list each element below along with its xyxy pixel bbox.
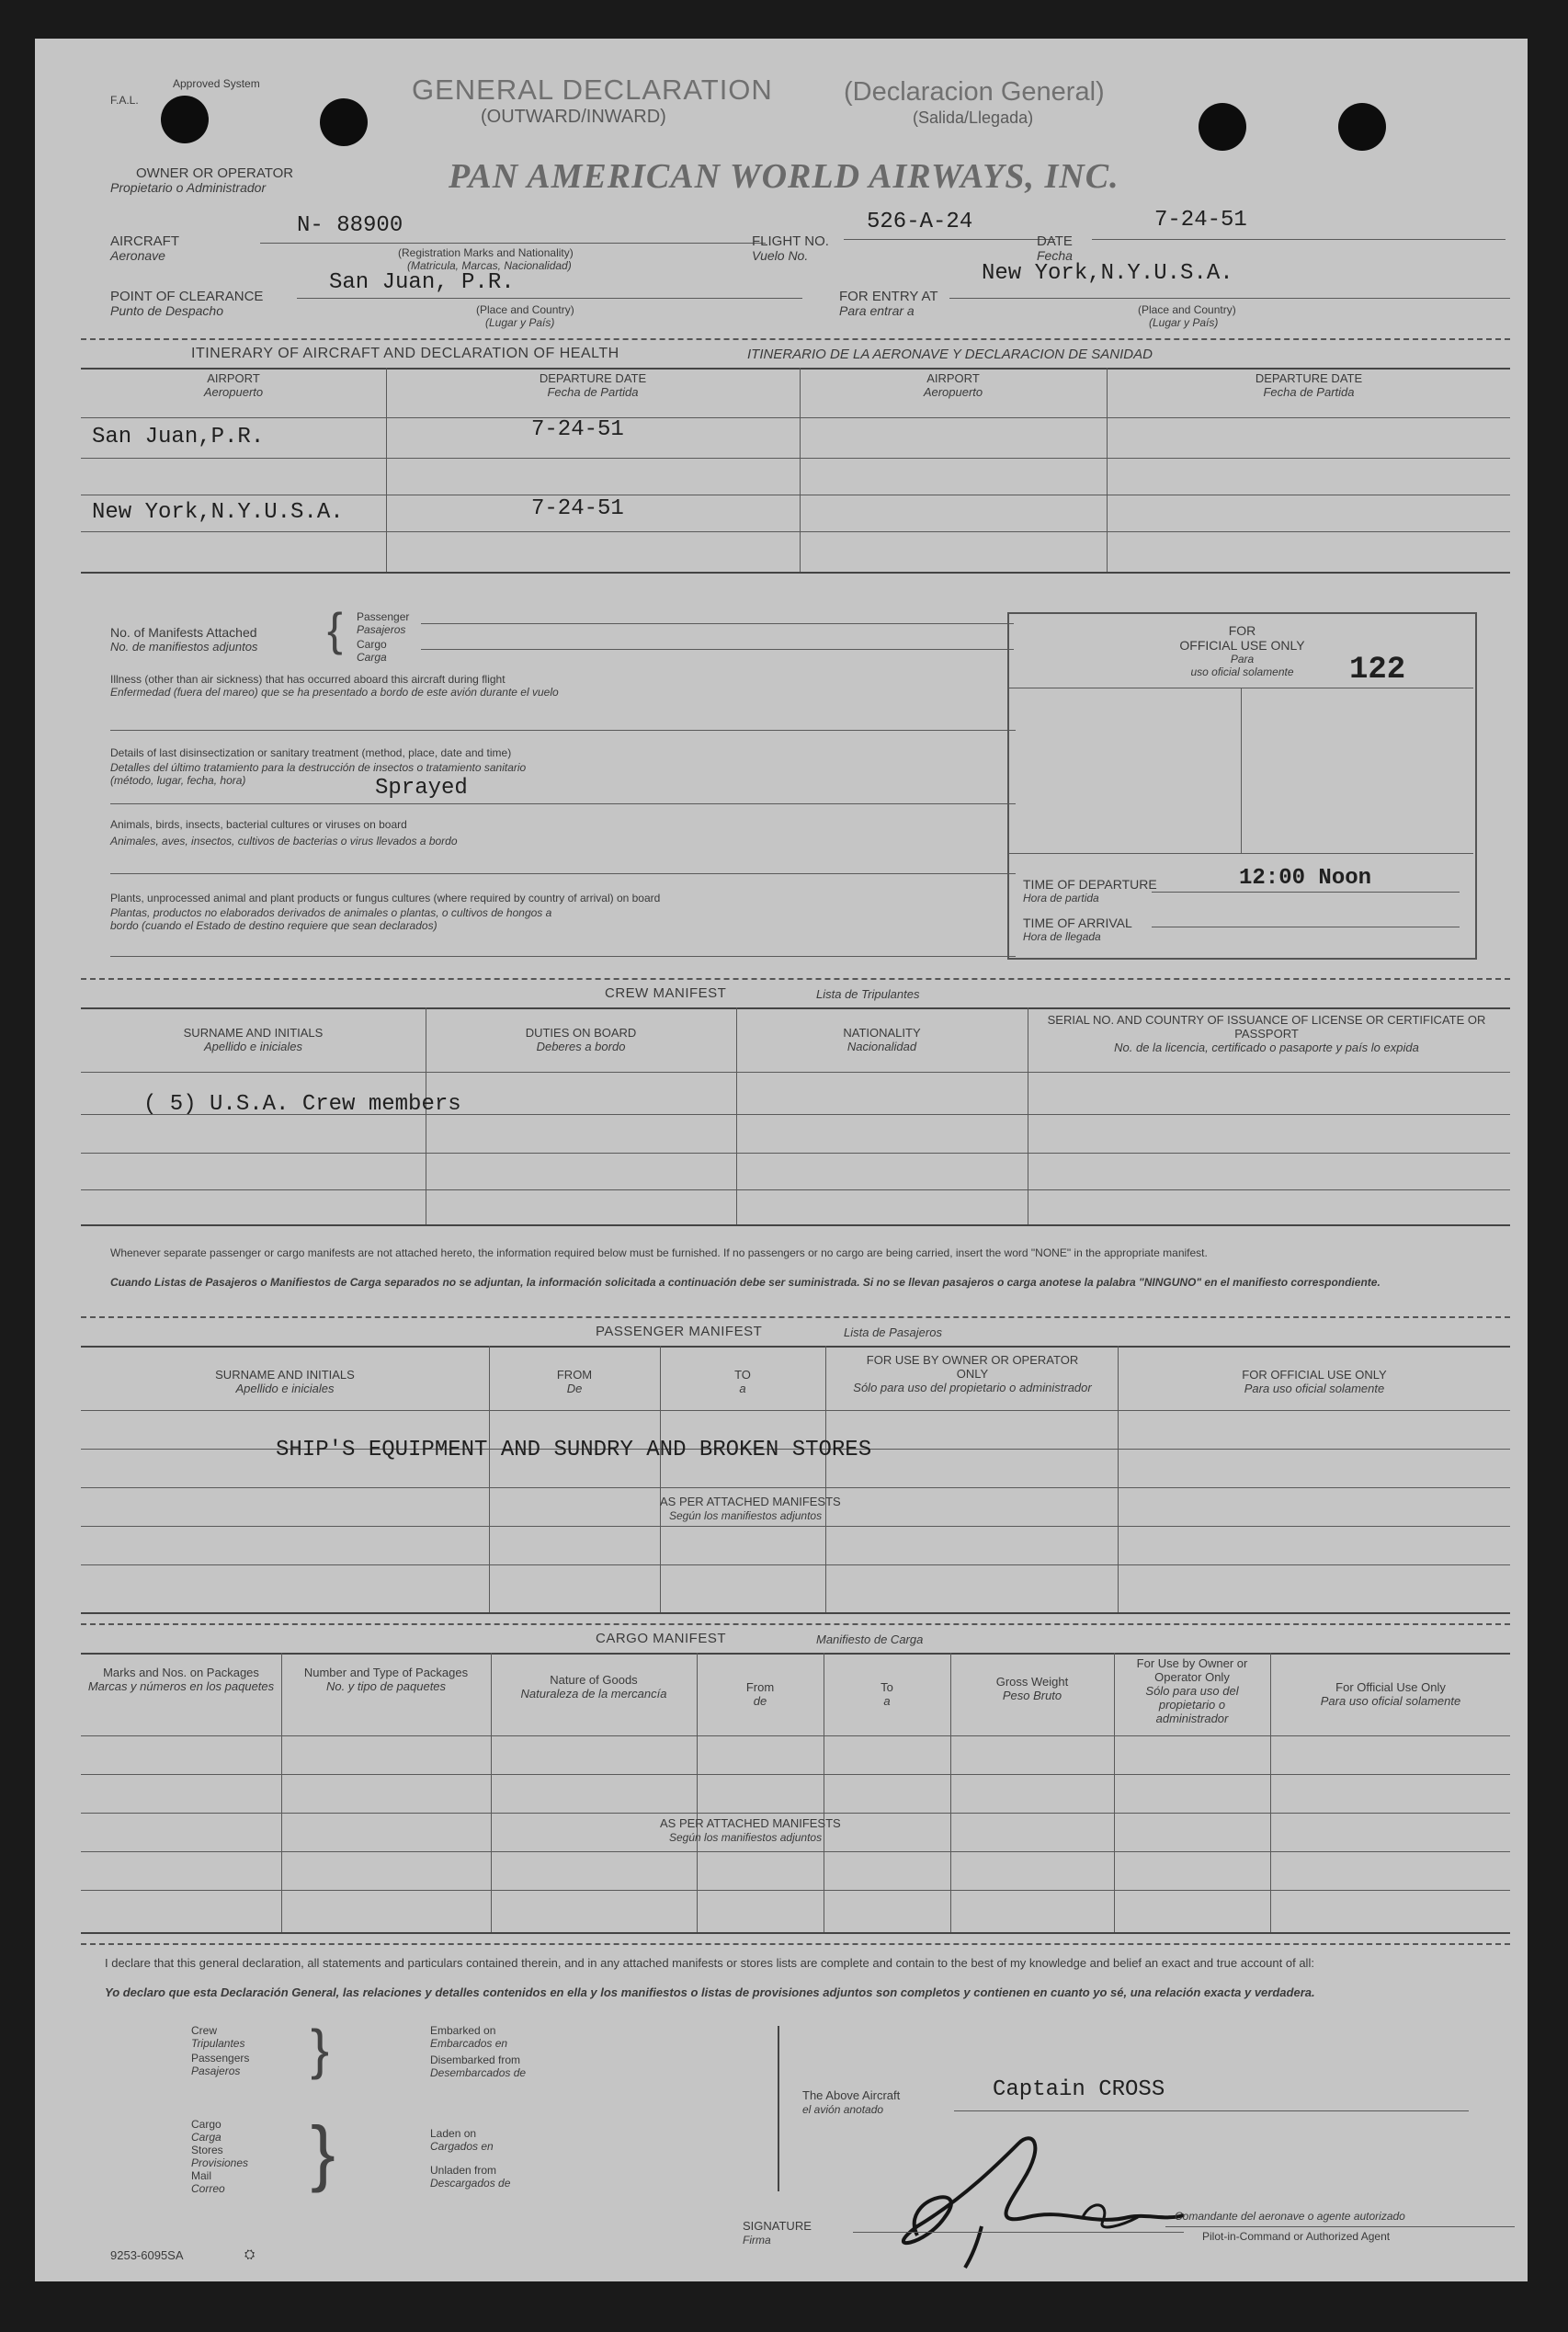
entry-label: FOR ENTRY AT — [839, 289, 938, 304]
cargo-bottom-rule — [81, 1932, 1510, 1934]
passenger-head-to: TO a — [734, 1368, 751, 1395]
decl-passengers-es: Pasajeros — [191, 2065, 241, 2077]
flight-value: 526-A-24 — [867, 210, 973, 234]
passenger-head-rule — [81, 1346, 1510, 1348]
crew-top-rule — [81, 978, 1510, 980]
official-label-es: uso oficial solamente — [1190, 665, 1294, 678]
crew-row-rule — [81, 1153, 1510, 1154]
signature-label: SIGNATURE — [743, 2219, 812, 2233]
form-number: 9253-6095SA — [110, 2248, 184, 2262]
pic-label: Pilot-in-Command or Authorized Agent — [1202, 2230, 1391, 2243]
crew-head-nationality: NATIONALITY Nacionalidad — [843, 1026, 921, 1053]
passenger-row-rule — [81, 1526, 1510, 1527]
manifests-brace: { — [327, 604, 343, 655]
cargo-top-rule — [81, 1623, 1510, 1625]
itinerary-row-date: 7-24-51 — [531, 496, 624, 521]
cargo-head-weight: Gross Weight Peso Bruto — [995, 1675, 1069, 1702]
aircraft-value: N- 88900 — [297, 213, 403, 238]
manifests-passenger-es: Pasajeros — [357, 623, 406, 636]
owner-label-es: Propietario o Administrador — [110, 180, 267, 195]
animals-label: Animals, birds, insects, bacterial cultures or viruses on board — [110, 818, 407, 831]
passenger-row-rule — [81, 1410, 1510, 1411]
pic-label-es: Comandante del aeronave o agente autorizado — [1175, 2210, 1405, 2223]
official-for: FOR — [1228, 623, 1256, 638]
decl-crew-es: Tripulantes — [191, 2037, 245, 2050]
official-para: Para — [1230, 653, 1255, 665]
crew-bottom-rule — [81, 1224, 1510, 1226]
animals-label-es: Animales, aves, insectos, cultivos de bacterias o virus llevados a bordo — [110, 835, 458, 847]
animals-line — [110, 873, 1016, 874]
decl-crew: Crew — [191, 2024, 218, 2037]
passenger-title-es: Lista de Pasajeros — [844, 1325, 942, 1339]
crew-row-rule — [81, 1189, 1510, 1190]
official-divider-v — [1241, 688, 1242, 853]
cargo-title-es: Manifiesto de Carga — [816, 1632, 924, 1646]
disinsect-line — [110, 803, 1016, 804]
flight-label: FLIGHT NO. — [752, 233, 829, 249]
cargo-row-rule — [81, 1813, 1510, 1814]
itinerary-row-airport: San Juan,P.R. — [92, 425, 265, 449]
notice-en: Whenever separate passenger or cargo manifests are not attached hereto, the information required below must be furnished. If no passengers or no cargo are being carried, insert the word "NONE" in the appropriate manifest. — [110, 1246, 1208, 1259]
passenger-attached: AS PER ATTACHED MANIFESTS — [660, 1495, 841, 1508]
plants-label: Plants, unprocessed animal and plant products or fungus cultures (where required by country of arrival) on board — [110, 892, 661, 904]
date-label: DATE — [1037, 233, 1073, 249]
owner-value: PAN AMERICAN WORLD AIRWAYS, INC. — [449, 157, 1119, 196]
decl-unladen-es: Descargados de — [430, 2177, 511, 2190]
passenger-head-surname: SURNAME AND INITIALS Apellido e iniciales — [215, 1368, 355, 1395]
cargo-row-rule — [81, 1735, 1510, 1736]
itinerary-row-airport: New York,N.Y.U.S.A. — [92, 500, 344, 525]
above-aircraft: The Above Aircraft — [802, 2088, 901, 2102]
cargo-head-rule — [81, 1653, 1510, 1655]
plants-label-es: Plantas, productos no elaborados derivados de animales o plantas, o cultivos de hongos a — [110, 906, 552, 919]
punch-hole — [1338, 103, 1386, 151]
flight-underline — [844, 239, 1055, 240]
aircraft-label: AIRCRAFT — [110, 233, 179, 249]
entry-underline — [949, 298, 1510, 299]
aircraft-sub-es: (Matricula, Marcas, Nacionalidad) — [407, 259, 572, 272]
clearance-underline — [297, 298, 802, 299]
crew-head-serial: SERIAL NO. AND COUNTRY OF ISSUANCE OF LICENSE OR CERTIFICATE OR PASSPORT No. de la licencia, certificado o pasaporte y país lo expida — [1047, 1013, 1486, 1054]
date-value: 7-24-51 — [1154, 208, 1247, 233]
entry-value: New York,N.Y.U.S.A. — [982, 261, 1233, 286]
official-label: OFFICIAL USE ONLY — [1179, 638, 1305, 653]
manifests-passenger: Passenger — [357, 610, 410, 623]
clearance-sub: (Place and Country) — [476, 303, 574, 316]
clearance-label-es: Punto de Despacho — [110, 303, 223, 318]
pic-line — [1165, 2226, 1515, 2227]
decl-embarked: Embarked on — [430, 2024, 496, 2037]
manifests-line — [421, 623, 1014, 624]
itinerary-top-rule — [81, 338, 1510, 340]
disinsect-label: Details of last disinsectization or sanitary treatment (method, place, date and time) — [110, 746, 512, 759]
passenger-top-rule — [81, 1316, 1510, 1318]
punch-hole — [161, 96, 209, 143]
itinerary-title: ITINERARY OF AIRCRAFT AND DECLARATION OF HEALTH — [191, 346, 619, 361]
approved-system-sub: F.A.L. — [110, 94, 139, 107]
declaration-top-rule — [81, 1943, 1510, 1945]
itinerary-bottom-rule — [81, 572, 1510, 574]
above-aircraft-es: el avión anotado — [802, 2103, 884, 2116]
crew-head-rule — [81, 1007, 1510, 1009]
disinsect-value: Sprayed — [375, 776, 468, 801]
form-title: GENERAL DECLARATION — [412, 74, 773, 106]
itinerary-head-departure: DEPARTURE DATE Fecha de Partida — [539, 371, 647, 399]
cargo-head-from: From de — [745, 1680, 775, 1708]
declaration-en: I declare that this general declaration, all statements and particulars contained therein, and in any attached manifests or stores lists are complete and contain to the best of my knowledge and belief an exact and true account of all: — [105, 1956, 1314, 1970]
manifests-cargo: Cargo — [357, 638, 387, 651]
date-label-es: Fecha — [1037, 248, 1073, 263]
clearance-value: San Juan, P.R. — [329, 270, 515, 295]
itinerary-row-date: 7-24-51 — [531, 417, 624, 442]
crew-value: ( 5) U.S.A. Crew members — [143, 1092, 461, 1117]
decl-disembarked: Disembarked from — [430, 2053, 521, 2066]
cargo-attached-es: Según los manifiestos adjuntos — [669, 1831, 823, 1844]
manifests-label: No. of Manifests Attached — [110, 625, 257, 640]
arrival-time-label: TIME OF ARRIVAL — [1023, 916, 1132, 930]
cargo-head-to: To a — [881, 1680, 893, 1708]
decl-laden-es: Cargados en — [430, 2140, 494, 2153]
owner-label: OWNER OR OPERATOR — [136, 165, 294, 181]
passenger-value: SHIP'S EQUIPMENT AND SUNDRY AND BROKEN STORES — [276, 1438, 872, 1462]
signature-scrawl — [862, 2125, 1193, 2272]
illness-label-es: Enfermedad (fuera del mareo) que se ha presentado a bordo de este avión durante el vuelo — [110, 686, 559, 699]
official-number: 122 — [1349, 653, 1406, 688]
cargo-head-owner: For Use by Owner or Operator Only Sólo para uso del propietario o administrador — [1136, 1656, 1248, 1725]
cargo-attached: AS PER ATTACHED MANIFESTS — [660, 1816, 841, 1830]
aircraft-label-es: Aeronave — [110, 248, 165, 263]
decl-embarked-es: Embarcados en — [430, 2037, 508, 2050]
passenger-head-official: FOR OFFICIAL USE ONLY Para uso oficial solamente — [1242, 1368, 1387, 1395]
crew-head-surname: SURNAME AND INITIALS Apellido e iniciales — [183, 1026, 324, 1053]
signature-line — [853, 2232, 1184, 2233]
decl-laden: Laden on — [430, 2127, 477, 2140]
punch-hole — [1199, 103, 1246, 151]
decl-disembarked-es: Desembarcados de — [430, 2066, 527, 2079]
decl-mail: Mail — [191, 2169, 212, 2182]
plants-line — [110, 956, 1016, 957]
approved-system: Approved System — [173, 77, 260, 90]
decl-cargo: Cargo — [191, 2118, 222, 2131]
crew-head-duties: DUTIES ON BOARD Deberes a bordo — [525, 1026, 637, 1053]
departure-time-value: 12:00 Noon — [1239, 866, 1372, 891]
itinerary-row-rule — [81, 531, 1510, 532]
departure-time-line — [1152, 892, 1460, 893]
cargo-row-rule — [81, 1851, 1510, 1852]
decl-stores-es: Provisiones — [191, 2156, 249, 2169]
crew-title-es: Lista de Tripulantes — [816, 987, 920, 1001]
cargo-title: CARGO MANIFEST — [596, 1631, 727, 1646]
illness-label: Illness (other than air sickness) that has occurred aboard this aircraft during flight — [110, 673, 506, 686]
manifests-label-es: No. de manifiestos adjuntos — [110, 640, 258, 654]
passenger-title: PASSENGER MANIFEST — [596, 1324, 763, 1339]
illness-line — [110, 730, 1016, 731]
itinerary-head-departure-2: DEPARTURE DATE Fecha de Partida — [1255, 371, 1363, 399]
itinerary-row-rule — [81, 417, 1510, 418]
signature-label-es: Firma — [743, 2234, 771, 2247]
cargo-head-official: For Official Use Only Para uso oficial solamente — [1320, 1680, 1461, 1708]
passenger-attached-es: Según los manifiestos adjuntos — [669, 1509, 823, 1522]
decl-unladen: Unladen from — [430, 2164, 497, 2177]
decl-mail-es: Correo — [191, 2182, 225, 2195]
clearance-label: POINT OF CLEARANCE — [110, 289, 264, 304]
union-bug-icon: ⛭ — [244, 2247, 256, 2261]
form-subtitle: (OUTWARD/INWARD) — [481, 107, 666, 127]
cargo-head-goods: Nature of Goods Naturaleza de la mercancía — [520, 1673, 667, 1701]
general-declaration-form — [35, 39, 1528, 2281]
cargo-head-marks: Marks and Nos. on Packages Marcas y números en los paquetes — [87, 1666, 275, 1693]
punch-hole — [320, 98, 368, 146]
decl-brace: } — [311, 2111, 335, 2193]
entry-label-es: Para entrar a — [839, 303, 915, 318]
decl-stores: Stores — [191, 2144, 223, 2156]
passenger-head-owner: FOR USE BY OWNER OR OPERATOR ONLY Sólo para uso del propietario o administrador — [853, 1353, 1092, 1394]
crew-row-rule — [81, 1072, 1510, 1073]
manifests-line — [421, 649, 1014, 650]
cargo-row-rule — [81, 1774, 1510, 1775]
cargo-row-rule — [81, 1890, 1510, 1891]
passenger-row-rule — [81, 1487, 1510, 1488]
clearance-sub-es: (Lugar y País) — [485, 316, 555, 329]
decl-passengers: Passengers — [191, 2052, 250, 2065]
official-divider — [1009, 853, 1473, 854]
aircraft-sub: (Registration Marks and Nationality) — [398, 246, 574, 259]
disinsect-label-es: Detalles del último tratamiento para la destrucción de insectos o tratamiento sanitario — [110, 761, 527, 774]
entry-sub-es: (Lugar y País) — [1149, 316, 1219, 329]
aircraft-underline — [260, 243, 766, 244]
decl-brace: } — [311, 2019, 330, 2080]
form-title-es: (Declaracion General) — [844, 77, 1105, 107]
disinsect-label-es2: (método, lugar, fecha, hora) — [110, 774, 246, 787]
declaration-es: Yo declaro que esta Declaración General, las relaciones y detalles contenidos en ella y los manifiestos o listas de provisiones adjuntos son completos y contienen en cuanto yo sé, una relación exacta y verdadera. — [105, 1985, 1315, 1999]
plants-label-es2: bordo (cuando el Estado de destino requiere que sean declarados) — [110, 919, 437, 932]
crew-title: CREW MANIFEST — [605, 985, 727, 1001]
departure-time-label-es: Hora de partida — [1023, 892, 1099, 904]
passenger-col-line — [825, 1346, 826, 1612]
passenger-head-from: FROM De — [556, 1368, 593, 1395]
decl-cargo-es: Carga — [191, 2131, 222, 2144]
itinerary-head-airport: AIRPORT Aeropuerto — [203, 371, 264, 399]
departure-time-label: TIME OF DEPARTURE — [1023, 877, 1157, 892]
manifests-cargo-es: Carga — [357, 651, 387, 664]
declaration-divider — [778, 2026, 779, 2191]
captain-line — [954, 2110, 1469, 2111]
form-subtitle-es: (Salida/Llegada) — [913, 108, 1034, 127]
passenger-row-rule — [81, 1564, 1510, 1565]
date-underline — [1092, 239, 1506, 240]
itinerary-title-es: ITINERARIO DE LA AERONAVE Y DECLARACION DE SANIDAD — [747, 347, 1153, 362]
captain-name: Captain CROSS — [993, 2077, 1165, 2102]
itinerary-head-rule — [81, 368, 1510, 370]
itinerary-row-rule — [81, 458, 1510, 459]
passenger-bottom-rule — [81, 1612, 1510, 1614]
cargo-head-packages: Number and Type of Packages No. y tipo de paquetes — [303, 1666, 469, 1693]
notice-es: Cuando Listas de Pasajeros o Manifiestos de Carga separados no se adjuntan, la información solicitada a continuación debe ser suministrada. Si no se llevan pasajeros o carga anotese la palabra "NINGUNO" en el manifiesto correspondiente. — [110, 1276, 1381, 1289]
itinerary-head-airport-2: AIRPORT Aeropuerto — [923, 371, 983, 399]
entry-sub: (Place and Country) — [1138, 303, 1236, 316]
arrival-time-label-es: Hora de llegada — [1023, 930, 1101, 943]
flight-label-es: Vuelo No. — [752, 248, 809, 263]
